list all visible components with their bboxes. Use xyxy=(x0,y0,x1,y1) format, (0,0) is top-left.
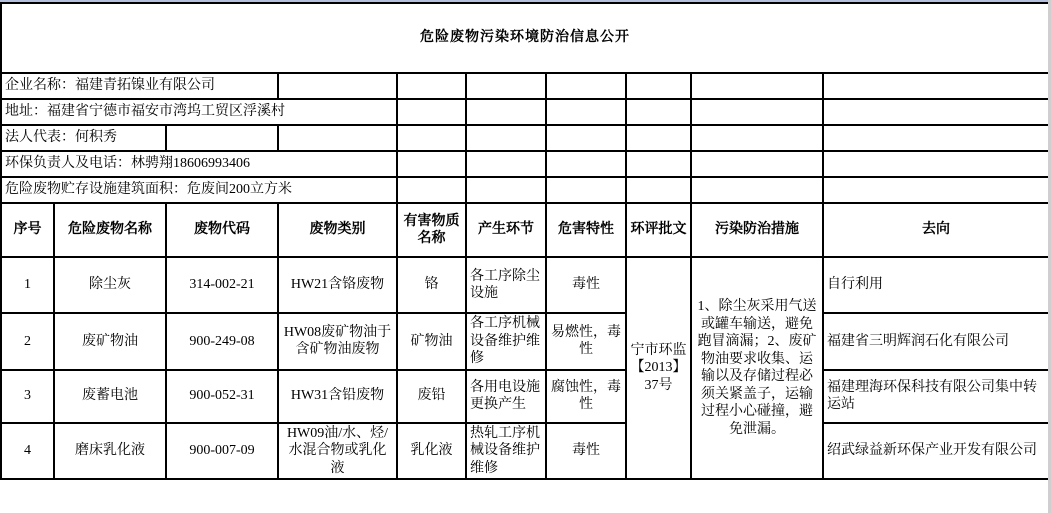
empty-cell xyxy=(397,151,466,177)
empty-cell xyxy=(466,151,546,177)
empty-cell xyxy=(466,99,546,125)
cell-source: 热轧工序机械设备维护维修 xyxy=(466,423,546,480)
cell-hazard: 易燃性，毒性 xyxy=(546,313,626,370)
column-header-serial-number: 序号 xyxy=(1,203,54,257)
cell-category: HW09油/水、烃/水混合物或乳化液 xyxy=(278,423,397,480)
cell-code: 900-249-08 xyxy=(166,313,278,370)
column-header-waste-name: 危险废物名称 xyxy=(54,203,166,257)
column-header-hazard-property: 危害特性 xyxy=(546,203,626,257)
cell-name: 废矿物油 xyxy=(54,313,166,370)
empty-cell xyxy=(823,151,1049,177)
empty-cell xyxy=(397,177,466,203)
empty-cell xyxy=(397,99,466,125)
cell-seq: 3 xyxy=(1,370,54,423)
cell-substance: 矿物油 xyxy=(397,313,466,370)
empty-cell xyxy=(397,125,466,151)
info-row-storage-facility-area xyxy=(1,177,1049,203)
cell-destination: 绍武绿益新环保产业开发有限公司 xyxy=(823,423,1049,480)
column-header-generation-stage: 产生环节 xyxy=(466,203,546,257)
table-header-row xyxy=(1,203,1049,257)
info-company-name: 企业名称：福建青拓镍业有限公司 xyxy=(1,73,278,99)
page-title: 危险废物污染环境防治信息公开 xyxy=(1,3,1049,73)
cell-category: HW31含铅废物 xyxy=(278,370,397,423)
cell-source: 各用电设施更换产生 xyxy=(466,370,546,423)
empty-cell xyxy=(546,177,626,203)
column-header-control-measures: 污染防治措施 xyxy=(691,203,823,257)
cell-seq: 4 xyxy=(1,423,54,480)
cell-code: 314-002-21 xyxy=(166,257,278,313)
info-row-legal-representative xyxy=(1,125,1049,151)
empty-cell xyxy=(397,73,466,99)
cell-code: 900-007-09 xyxy=(166,423,278,480)
empty-cell xyxy=(278,73,397,99)
empty-cell xyxy=(466,125,546,151)
empty-cell xyxy=(823,99,1049,125)
empty-cell xyxy=(626,125,691,151)
info-company-address: 地址：福建省宁德市福安市湾坞工贸区浮溪村 xyxy=(1,99,397,125)
info-row-company-address xyxy=(1,99,1049,125)
empty-cell xyxy=(546,99,626,125)
waste-row-3 xyxy=(1,370,1049,423)
cell-control-measures-merged: 1、除尘灰采用气送或罐车输送，避免跑冒滴漏；2、废矿物油要求收集、运输以及存储过程必须关紧盖子，运输过程小心碰撞，避免泄漏。 xyxy=(691,257,823,479)
cell-substance: 铬 xyxy=(397,257,466,313)
info-env-contact-phone: 环保负责人及电话：林骋翔18606993406 xyxy=(1,151,397,177)
empty-cell xyxy=(691,99,823,125)
cell-code: 900-052-31 xyxy=(166,370,278,423)
waste-row-4 xyxy=(1,423,1049,480)
waste-row-1 xyxy=(1,257,1049,313)
empty-cell xyxy=(166,125,278,151)
cell-destination: 福建省三明辉润石化有限公司 xyxy=(823,313,1049,370)
cell-eia-approval-merged: 宁市环监【2013】37号 xyxy=(626,257,691,479)
empty-cell xyxy=(691,177,823,203)
cell-seq: 1 xyxy=(1,257,54,313)
empty-cell xyxy=(626,73,691,99)
empty-cell xyxy=(823,177,1049,203)
empty-cell xyxy=(691,125,823,151)
info-row-env-contact-phone xyxy=(1,151,1049,177)
empty-cell xyxy=(546,125,626,151)
hazardous-waste-disclosure-table xyxy=(0,2,1050,480)
cell-category: HW21含铬废物 xyxy=(278,257,397,313)
cell-hazard: 毒性 xyxy=(546,257,626,313)
empty-cell xyxy=(626,99,691,125)
empty-cell xyxy=(466,177,546,203)
column-header-waste-category: 废物类别 xyxy=(278,203,397,257)
info-row-company-name xyxy=(1,73,1049,99)
cell-destination: 自行利用 xyxy=(823,257,1049,313)
empty-cell xyxy=(691,151,823,177)
empty-cell xyxy=(546,73,626,99)
empty-cell xyxy=(823,73,1049,99)
cell-hazard: 腐蚀性，毒性 xyxy=(546,370,626,423)
cell-name: 磨床乳化液 xyxy=(54,423,166,480)
column-header-harmful-substance: 有害物质名称 xyxy=(397,203,466,257)
cell-category: HW08废矿物油于含矿物油废物 xyxy=(278,313,397,370)
column-header-eia-approval: 环评批文 xyxy=(626,203,691,257)
title-row xyxy=(1,3,1049,73)
info-legal-representative: 法人代表：何积秀 xyxy=(1,125,166,151)
empty-cell xyxy=(691,73,823,99)
info-storage-facility-area: 危险废物贮存设施建筑面积：危废间200立方米 xyxy=(1,177,397,203)
empty-cell xyxy=(626,177,691,203)
cell-source: 各工序机械设备维护维修 xyxy=(466,313,546,370)
cell-name: 除尘灰 xyxy=(54,257,166,313)
cell-substance: 废铅 xyxy=(397,370,466,423)
cell-seq: 2 xyxy=(1,313,54,370)
waste-row-2 xyxy=(1,313,1049,370)
cell-hazard: 毒性 xyxy=(546,423,626,480)
cell-destination: 福建理海环保科技有限公司集中转运站 xyxy=(823,370,1049,423)
cell-substance: 乳化液 xyxy=(397,423,466,480)
empty-cell xyxy=(626,151,691,177)
column-header-destination: 去向 xyxy=(823,203,1049,257)
empty-cell xyxy=(278,125,397,151)
cell-source: 各工序除尘设施 xyxy=(466,257,546,313)
cell-name: 废蓄电池 xyxy=(54,370,166,423)
empty-cell xyxy=(466,73,546,99)
empty-cell xyxy=(823,125,1049,151)
empty-cell xyxy=(546,151,626,177)
column-header-waste-code: 废物代码 xyxy=(166,203,278,257)
